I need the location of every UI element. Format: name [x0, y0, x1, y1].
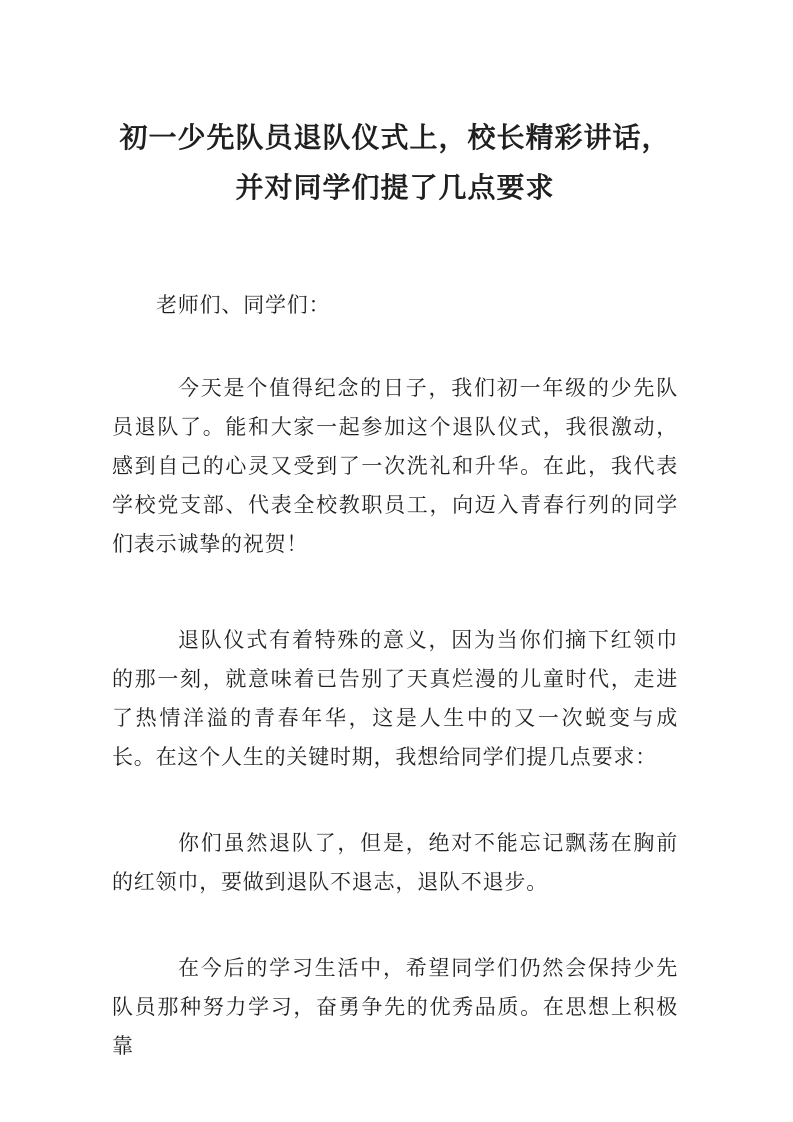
paragraph-red-scarf-reminder: 你们虽然退队了，但是，绝对不能忘记飘荡在胸前的红领巾，要做到退队不退志，退队不退步。: [112, 831, 678, 894]
document-title-line-1: 初一少先队员退队仪式上，校长精彩讲话，: [119, 123, 671, 154]
document-title: [112, 114, 678, 214]
paragraph-greeting-congrats: 今天是个值得纪念的日子，我们初一年级的少先队员退队了。能和大家一起参加这个退队仪式，我很激动，感到自己的心灵又受到了一次洗礼和升华。在此，我代表学校党支部、代表全校教职员工，向迈入青春行列的同学们表示诚挚的祝贺！: [112, 376, 678, 556]
paragraph-ceremony-meaning: 退队仪式有着特殊的意义，因为当你们摘下红领巾的那一刻，就意味着已告别了天真烂漫的儿童时代，走进了热情洋溢的青春年华，这是人生中的又一次蜕变与成长。在这个人生的关键时期，我想给同学们提几点要求：: [112, 628, 678, 769]
document-title-line-2: 并对同学们提了几点要求: [235, 173, 555, 204]
salutation: 老师们、同学们：: [156, 293, 331, 317]
paragraph-future-study: 在今后的学习生活中，希望同学们仍然会保持少先队员那种努力学习，奋勇争先的优秀品质。在思想上积极靠: [112, 956, 678, 1058]
